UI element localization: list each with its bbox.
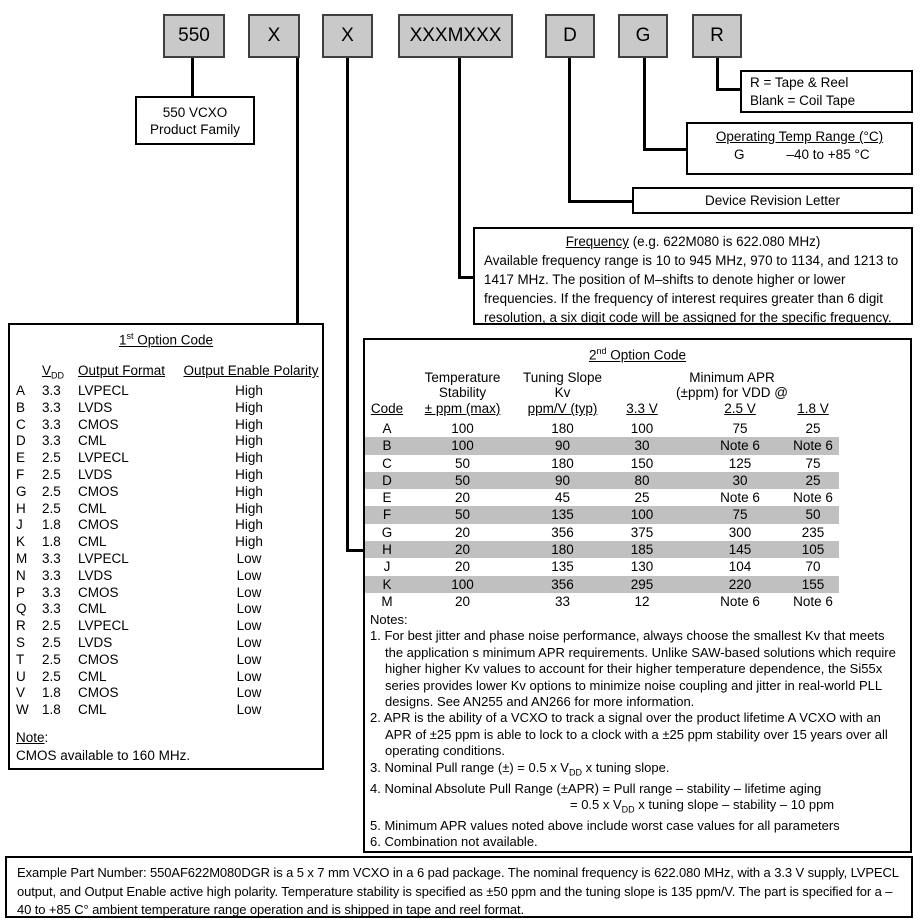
- option2-cell-v18: Note 6: [793, 490, 833, 506]
- part-segment-frequency-box: [398, 14, 513, 58]
- option2-cell-stability: 20: [454, 490, 471, 506]
- option1-cell-format: LVDS: [78, 399, 113, 415]
- option1-cell-format: LVDS: [78, 567, 113, 583]
- option1-cell-code: J: [16, 517, 23, 533]
- note-extra-line: = 0.5 x $V_{DD}$ x tuning slope – stability – 10 ppm: [570, 797, 835, 815]
- note-item: [370, 628, 906, 710]
- option1-cell-vdd: 1.8: [42, 685, 61, 701]
- option1-cell-format: CML: [78, 433, 107, 449]
- option1-cell-vdd: 2.5: [42, 500, 61, 516]
- option2-header-v25: 2.5 V: [724, 401, 756, 416]
- connector-line: [643, 148, 687, 151]
- option2-cell-v33: 150: [630, 455, 654, 471]
- option2-cell-v25: Note 6: [720, 490, 760, 506]
- operating-temp-row: [688, 147, 911, 162]
- option2-table-row: [365, 455, 839, 472]
- frequency-title-rest: (e.g. 622M080 is 622.080 MHz): [628, 234, 821, 249]
- option2-cell-stability: 100: [451, 421, 474, 436]
- option1-cell-polarity: Low: [236, 550, 262, 566]
- connector-line: [716, 88, 741, 91]
- option1-cell-code: P: [16, 584, 26, 600]
- option1-cell-vdd: 2.5: [42, 618, 61, 634]
- option1-cell-vdd: 3.3: [42, 399, 61, 415]
- note-item: [370, 818, 906, 834]
- part-segment-option2-box: [322, 14, 373, 58]
- option1-cell-vdd: 1.8: [42, 534, 61, 550]
- option1-cell-polarity: High: [235, 483, 263, 499]
- option1-cell-code: M: [16, 550, 28, 566]
- option1-cell-vdd: 2.5: [42, 466, 61, 482]
- option2-cell-v18: Note 6: [793, 438, 833, 454]
- option2-header-v33: 3.3 V: [626, 401, 658, 416]
- option1-cell-vdd: 3.3: [42, 567, 61, 583]
- product-family-line2: Product Family: [149, 121, 241, 137]
- option2-header-temp2: Stability: [438, 385, 487, 400]
- frequency-body: Available frequency range is 10 to 945 MHz, 970 to 1134, and 1213 to 1417 MHz. The position of M–shifts to denote higher or lower frequencies. If the frequency of interest requires greater than 6 digit resolution, a six digit code will be assigned for the specific frequency.: [484, 253, 899, 325]
- option1-table-row: [10, 702, 322, 719]
- option2-cell-slope: 135: [551, 507, 574, 523]
- option2-cell-stability: 20: [454, 524, 471, 540]
- option1-table-row: [10, 585, 322, 602]
- option1-table-row: [10, 534, 322, 551]
- option1-cell-format: LVPECL: [78, 550, 129, 566]
- option2-cell-v33: 375: [630, 524, 654, 540]
- option1-note-word: Note: [16, 730, 45, 745]
- option1-header-polarity: Output Enable Polarity: [183, 363, 319, 378]
- option2-cell-v33: 80: [634, 472, 650, 488]
- option1-cell-format: CMOS: [78, 483, 119, 499]
- part-segment-label: XXXMXXX: [409, 25, 502, 46]
- option2-cell-v18: 155: [801, 576, 825, 592]
- option2-header-apr2: (±ppm) for VDD @: [676, 385, 788, 400]
- option1-cell-format: CMOS: [78, 685, 119, 701]
- option2-table-row: [365, 524, 839, 541]
- option2-cell-code: F: [382, 507, 392, 523]
- option1-cell-format: CMOS: [78, 584, 119, 600]
- option1-cell-polarity: High: [235, 517, 263, 533]
- connector-line: [191, 58, 194, 97]
- option2-header-v18: 1.8 V: [797, 401, 829, 416]
- frequency-title: [484, 232, 902, 251]
- option1-table-row: [10, 568, 322, 585]
- option1-table-row: [10, 601, 322, 618]
- connector-line: [568, 200, 633, 203]
- connector-line: [296, 58, 299, 324]
- option1-table-row: [10, 652, 322, 669]
- option1-cell-code: E: [16, 450, 26, 466]
- option2-cell-code: M: [381, 593, 393, 609]
- option1-note-label: [16, 729, 190, 747]
- part-segment-label: G: [635, 25, 651, 46]
- option2-table-row: [365, 558, 839, 575]
- tape-reel-line2: Blank = Coil Tape: [750, 92, 856, 108]
- option1-cell-polarity: Low: [236, 567, 262, 583]
- operating-temp-range: –40 to +85 °C: [786, 147, 870, 162]
- option1-cell-vdd: 3.3: [42, 584, 61, 600]
- product-family-line1: 550 VCXO: [162, 104, 228, 120]
- option1-cell-polarity: Low: [236, 601, 262, 617]
- option1-cell-polarity: Low: [236, 634, 262, 650]
- option1-cell-vdd: 3.3: [42, 550, 61, 566]
- option2-table-row: [365, 437, 839, 454]
- option1-table-row: [10, 551, 322, 568]
- option2-cell-v25: 145: [728, 542, 752, 558]
- option1-cell-format: CMOS: [78, 416, 119, 432]
- option2-title: 2nd Option Code: [588, 346, 687, 363]
- option2-table-row: [365, 541, 839, 558]
- option1-cell-polarity: High: [235, 383, 263, 398]
- option2-cell-v25: Note 6: [720, 438, 760, 454]
- note-text: 5. Minimum APR values noted above include worst case values for all parameters: [370, 818, 840, 834]
- option1-cell-format: CML: [78, 702, 107, 718]
- option2-cell-slope: 180: [551, 455, 574, 471]
- connector-line: [346, 58, 349, 552]
- operating-temp-title: Operating Temp Range (°C): [715, 129, 884, 144]
- part-segment-label: R: [710, 25, 724, 46]
- option2-header-slope2: Kv: [554, 385, 571, 400]
- connector-line: [458, 276, 474, 279]
- option2-cell-v33: 12: [634, 593, 650, 609]
- option1-table-row: [10, 669, 322, 686]
- option2-cell-code: J: [383, 559, 391, 575]
- tape-reel-line1: R = Tape & Reel: [750, 74, 849, 90]
- option2-notes-list: [370, 628, 906, 850]
- option1-table-row: [10, 501, 322, 518]
- option1-cell-code: D: [16, 433, 26, 449]
- option2-cell-v18: 70: [805, 559, 821, 575]
- option2-cell-v18: 105: [801, 542, 825, 558]
- option1-cell-polarity: High: [235, 466, 263, 482]
- option2-cell-code: E: [382, 490, 392, 506]
- option1-cell-polarity: High: [235, 433, 263, 449]
- option2-cell-code: B: [382, 438, 392, 454]
- option2-cell-stability: 100: [451, 438, 474, 454]
- option1-cell-vdd: 3.3: [42, 433, 61, 449]
- part-segment-label: X: [267, 25, 281, 46]
- option2-cell-stability: 50: [454, 472, 471, 488]
- option1-cell-format: CMOS: [78, 517, 119, 533]
- option1-cell-vdd: 2.5: [42, 450, 61, 466]
- note-item: [370, 710, 906, 759]
- option2-cell-v25: 30: [732, 472, 748, 488]
- option2-cell-v33: 130: [630, 559, 654, 575]
- device-revision-box: [632, 187, 913, 214]
- part-segment-reel-box: [692, 14, 742, 58]
- note-item: [370, 760, 906, 781]
- option2-cell-stability: 100: [451, 576, 474, 592]
- part-segment-revision-box: [545, 14, 595, 58]
- option2-cell-v33: 295: [630, 576, 654, 592]
- option2-cell-stability: 20: [454, 593, 471, 609]
- option2-header-temp3: ± ppm (max): [424, 401, 501, 416]
- option2-table: [363, 338, 912, 853]
- option1-title: 1st Option Code: [118, 331, 214, 348]
- option1-cell-code: K: [16, 534, 26, 550]
- option2-cell-slope: 90: [554, 472, 571, 488]
- note-text: 2. APR is the ability of a VCXO to track a signal over the product lifetime A VCXO with an APR of ±25 ppm is able to lock to a clock with a ±25 ppm stability over 15 years over all operating conditions.: [370, 710, 888, 759]
- part-segment-label: 550: [178, 25, 210, 46]
- option1-cell-polarity: Low: [236, 702, 262, 718]
- option2-cell-code: D: [382, 472, 392, 488]
- option2-cell-v25: 104: [728, 559, 752, 575]
- option1-cell-vdd: 2.5: [42, 668, 61, 684]
- option1-table-row: [10, 467, 322, 484]
- option1-cell-code: B: [16, 399, 26, 415]
- option2-cell-slope: 135: [551, 559, 574, 575]
- option2-table-row: [365, 593, 839, 610]
- option2-cell-stability: 20: [454, 559, 471, 575]
- device-revision-label: Device Revision Letter: [704, 193, 841, 208]
- option2-table-row: [365, 576, 839, 593]
- option1-table-row: [10, 685, 322, 702]
- option2-cell-v33: 185: [630, 542, 654, 558]
- option1-cell-format: CML: [78, 601, 107, 617]
- option1-cell-vdd: 3.3: [42, 601, 61, 617]
- option1-cell-format: LVDS: [78, 634, 113, 650]
- option1-cell-code: G: [16, 483, 27, 499]
- part-segment-temp-box: [618, 14, 668, 58]
- option1-cell-vdd: 2.5: [42, 651, 61, 667]
- option1-cell-code: R: [16, 618, 26, 634]
- option2-rows: [365, 420, 910, 610]
- option2-cell-stability: 50: [454, 455, 471, 471]
- frequency-title-underlined: Frequency: [565, 234, 629, 249]
- option2-cell-code: H: [382, 542, 392, 558]
- option1-cell-code: A: [16, 383, 26, 398]
- option2-table-row: [365, 489, 839, 506]
- option2-header-temp1: Temperature: [424, 370, 501, 385]
- note-item: [370, 781, 906, 818]
- option2-cell-slope: 180: [551, 542, 574, 558]
- part-segment-label: D: [563, 25, 577, 46]
- option2-header-slope1: Tuning Slope: [522, 370, 603, 385]
- example-part-number-box: [5, 856, 913, 918]
- option1-cell-code: T: [16, 651, 25, 667]
- option1-header-row: [10, 363, 322, 380]
- note-text: 6. Combination not available.: [370, 834, 538, 850]
- option1-cell-code: H: [16, 500, 26, 516]
- option2-cell-stability: 50: [454, 507, 471, 523]
- option2-table-row: [365, 506, 839, 523]
- option1-cell-vdd: 2.5: [42, 483, 61, 499]
- part-segment-label: X: [341, 25, 354, 46]
- option1-cell-code: U: [16, 668, 26, 684]
- option1-cell-code: W: [16, 702, 29, 718]
- option1-cell-vdd: 1.8: [42, 517, 61, 533]
- option2-table-row: [365, 420, 839, 437]
- option1-note-text: CMOS available to 160 MHz.: [16, 747, 191, 763]
- option1-cell-format: CML: [78, 500, 107, 516]
- option1-cell-format: LVPECL: [78, 450, 129, 466]
- option1-cell-format: LVPECL: [78, 618, 129, 634]
- option2-cell-v25: 300: [728, 524, 752, 540]
- option1-cell-code: F: [16, 466, 25, 482]
- option2-cell-v33: 30: [634, 438, 650, 454]
- option1-table-row: [10, 450, 322, 467]
- option1-cell-format: LVPECL: [78, 383, 129, 398]
- option1-table-row: [10, 618, 322, 635]
- note-item: [370, 834, 906, 850]
- option2-cell-v18: 75: [805, 455, 821, 471]
- option1-table-row: [10, 484, 322, 501]
- operating-temp-box: [686, 122, 913, 175]
- option2-cell-v33: 100: [630, 507, 654, 523]
- option2-cell-code: A: [382, 421, 392, 436]
- option1-cell-format: LVDS: [78, 466, 113, 482]
- option1-cell-polarity: High: [235, 450, 263, 466]
- option1-cell-polarity: High: [235, 500, 263, 516]
- option2-table-row: [365, 472, 839, 489]
- note-text: 4. Nominal Absolute Pull Range (±APR) = Pull range – stability – lifetime aging: [370, 780, 822, 796]
- option2-cell-stability: 20: [454, 542, 471, 558]
- option1-table-row: [10, 383, 322, 400]
- option1-cell-format: CMOS: [78, 651, 119, 667]
- part-segment-option1-box: [248, 14, 300, 58]
- option1-cell-code: V: [16, 685, 26, 701]
- option1-cell-code: S: [16, 634, 26, 650]
- option2-cell-v25: 75: [732, 507, 748, 523]
- option1-table: [8, 323, 324, 770]
- option2-cell-slope: 90: [554, 438, 571, 454]
- option2-cell-v18: 25: [805, 421, 821, 436]
- option1-cell-vdd: 3.3: [42, 416, 61, 432]
- option2-cell-code: C: [382, 455, 392, 471]
- option1-cell-polarity: High: [235, 534, 263, 550]
- option2-cell-v33: 25: [634, 490, 650, 506]
- example-part-number-text: Example Part Number: 550AF622M080DGR is a 5 x 7 mm VCXO in a 6 pad package. The nominal frequency is 622.080 MHz, with a 3.3 V supply, LVPECL output, and Output Enable active high polarity. Temperature stability is specified as ±50 ppm and the tuning slope is 135 ppm/V. The part is specified for a –40 to +85 C° ambient temperature range operation and is shipped in tape and reel format.: [17, 865, 899, 917]
- tape-reel-box: [740, 70, 913, 113]
- option1-cell-polarity: Low: [236, 685, 262, 701]
- option1-header-vdd: $V_{DD}$: [42, 363, 65, 381]
- option2-cell-slope: 356: [551, 576, 574, 592]
- frequency-box: [473, 227, 913, 325]
- option2-cell-v25: 125: [728, 455, 752, 471]
- option2-cell-v33: 100: [630, 421, 654, 436]
- part-segment-family-box: [163, 14, 225, 58]
- option2-notes: [370, 612, 906, 851]
- option1-table-row: [10, 400, 322, 417]
- option1-table-row: [10, 417, 322, 434]
- option2-cell-v18: 235: [801, 524, 825, 540]
- option1-rows: [10, 383, 322, 719]
- option1-cell-polarity: High: [235, 416, 263, 432]
- operating-temp-code: G: [734, 147, 745, 162]
- connector-line: [458, 58, 461, 279]
- option2-notes-title: Notes:: [370, 612, 408, 627]
- option2-cell-v18: Note 6: [793, 593, 833, 609]
- option1-note-colon: :: [44, 730, 49, 745]
- option2-cell-v25: 75: [732, 421, 748, 436]
- option1-header-format: Output Format: [78, 363, 166, 378]
- option1-cell-polarity: Low: [236, 668, 262, 684]
- option1-cell-code: C: [16, 416, 26, 432]
- option2-cell-v18: 25: [805, 472, 821, 488]
- connector-line: [568, 58, 571, 203]
- option1-table-row: [10, 517, 322, 534]
- option1-cell-polarity: Low: [236, 618, 262, 634]
- option2-cell-v25: Note 6: [720, 593, 760, 609]
- option1-cell-vdd: 1.8: [42, 702, 61, 718]
- option2-cell-slope: 45: [554, 490, 571, 506]
- option1-cell-code: N: [16, 567, 26, 583]
- option1-cell-code: Q: [16, 601, 27, 617]
- option2-header-code: Code: [370, 401, 404, 416]
- connector-line: [716, 58, 719, 91]
- option2-cell-slope: 33: [554, 593, 571, 609]
- option1-cell-format: CML: [78, 534, 107, 550]
- option1-cell-vdd: 3.3: [42, 383, 61, 398]
- connector-line: [346, 549, 364, 552]
- option2-header-slope3: ppm/V (typ): [527, 401, 598, 416]
- option2-cell-slope: 356: [551, 524, 574, 540]
- product-family-box: [135, 96, 255, 145]
- option2-cell-code: G: [381, 524, 393, 540]
- note-text: 1. For best jitter and phase noise performance, always choose the smallest Kv that meets the application s minimum APR requirements. Unlike SAW-based solutions which require higher higher Kv values to account for their higher temperature dependence, the Si55x series provides lower Kv options to minimize noise coupling and jitter in real-world PLL designs. See AN255 and AN266 for more information.: [370, 628, 896, 710]
- option2-cell-v25: 220: [728, 576, 752, 592]
- option2-cell-slope: 180: [551, 421, 574, 436]
- option2-header-apr1: Minimum APR: [689, 370, 775, 385]
- option1-cell-format: CML: [78, 668, 107, 684]
- option1-table-row: [10, 635, 322, 652]
- option1-cell-polarity: Low: [236, 584, 262, 600]
- option1-cell-polarity: Low: [236, 651, 262, 667]
- option1-table-row: [10, 433, 322, 450]
- option1-note: [16, 729, 190, 764]
- connector-line: [643, 58, 646, 151]
- option1-cell-vdd: 2.5: [42, 634, 61, 650]
- option2-cell-v18: 50: [805, 507, 821, 523]
- note-text: 3. Nominal Pull range (±) = 0.5 x $V_{DD}$ x tuning slope.: [370, 759, 670, 778]
- option2-cell-code: K: [382, 576, 392, 592]
- option1-cell-polarity: High: [235, 399, 263, 415]
